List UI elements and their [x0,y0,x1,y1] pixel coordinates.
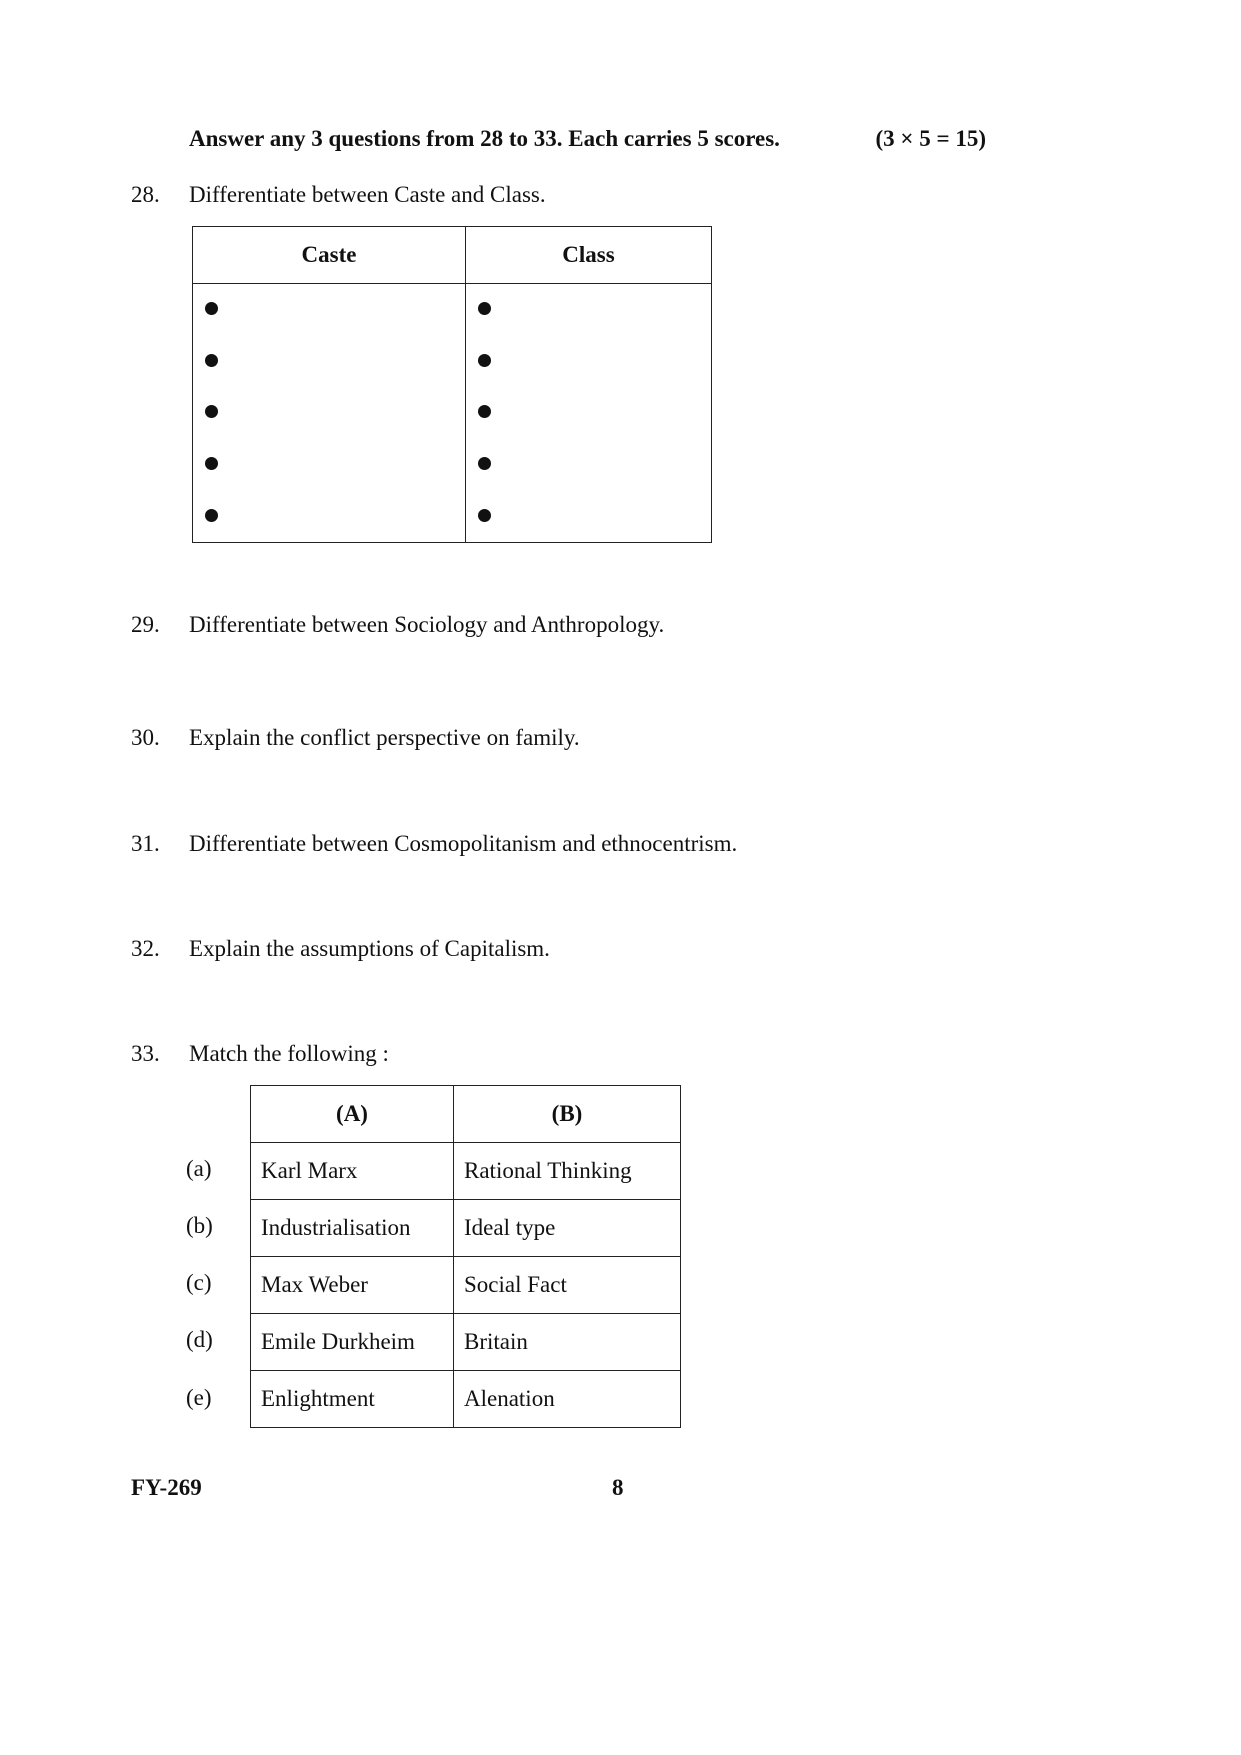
bullet-icon [478,509,491,522]
question-31-number: 31. [131,831,160,856]
column-b-cell: Ideal type [454,1200,681,1257]
instruction-text: Answer any 3 questions from 28 to 33. Each carries 5 scores. [189,126,780,151]
caste-class-table [192,226,712,543]
column-a-cell: Industrialisation [251,1200,454,1257]
column-b-cell: Social Fact [454,1257,681,1314]
score-formula: (3 × 5 = 15) [875,126,986,151]
bullet-icon [478,405,491,418]
column-b-header: (B) [454,1086,681,1143]
match-row-label: (b) [186,1213,213,1238]
question-32-text: Explain the assumptions of Capitalism. [189,936,550,961]
class-header: Class [466,227,712,284]
question-30-text: Explain the conflict perspective on family. [189,725,580,750]
caste-header: Caste [193,227,466,284]
match-following-table [250,1085,681,1428]
caste-column-cell[interactable] [193,284,466,543]
bullet-icon [205,405,218,418]
column-b-cell: Alenation [454,1371,681,1428]
match-row-label: (c) [186,1270,212,1295]
bullet-icon [205,457,218,470]
question-28-number: 28. [131,182,160,207]
table-row [251,1200,681,1257]
class-column-cell[interactable] [466,284,712,543]
column-a-header: (A) [251,1086,454,1143]
column-a-cell: Max Weber [251,1257,454,1314]
table-row [251,1257,681,1314]
bullet-icon [205,302,218,315]
table-row [251,1371,681,1428]
table-row [251,1143,681,1200]
match-row-label: (e) [186,1385,212,1410]
question-29-text: Differentiate between Sociology and Anthropology. [189,612,665,637]
question-33-number: 33. [131,1041,160,1066]
column-b-cell: Britain [454,1314,681,1371]
column-a-cell: Emile Durkheim [251,1314,454,1371]
question-30-number: 30. [131,725,160,750]
question-33-text: Match the following : [189,1041,389,1066]
question-29-number: 29. [131,612,160,637]
column-a-cell: Enlightment [251,1371,454,1428]
bullet-icon [478,354,491,367]
table-row [251,1314,681,1371]
paper-code: FY-269 [131,1475,202,1500]
question-28-text: Differentiate between Caste and Class. [189,182,546,207]
match-row-label: (a) [186,1156,212,1181]
page-number: 8 [612,1475,624,1500]
bullet-icon [205,354,218,367]
bullet-icon [478,302,491,315]
match-row-label: (d) [186,1327,213,1352]
question-32-number: 32. [131,936,160,961]
column-b-cell: Rational Thinking [454,1143,681,1200]
bullet-icon [478,457,491,470]
question-31-text: Differentiate between Cosmopolitanism and ethnocentrism. [189,831,738,856]
column-a-cell: Karl Marx [251,1143,454,1200]
bullet-icon [205,509,218,522]
